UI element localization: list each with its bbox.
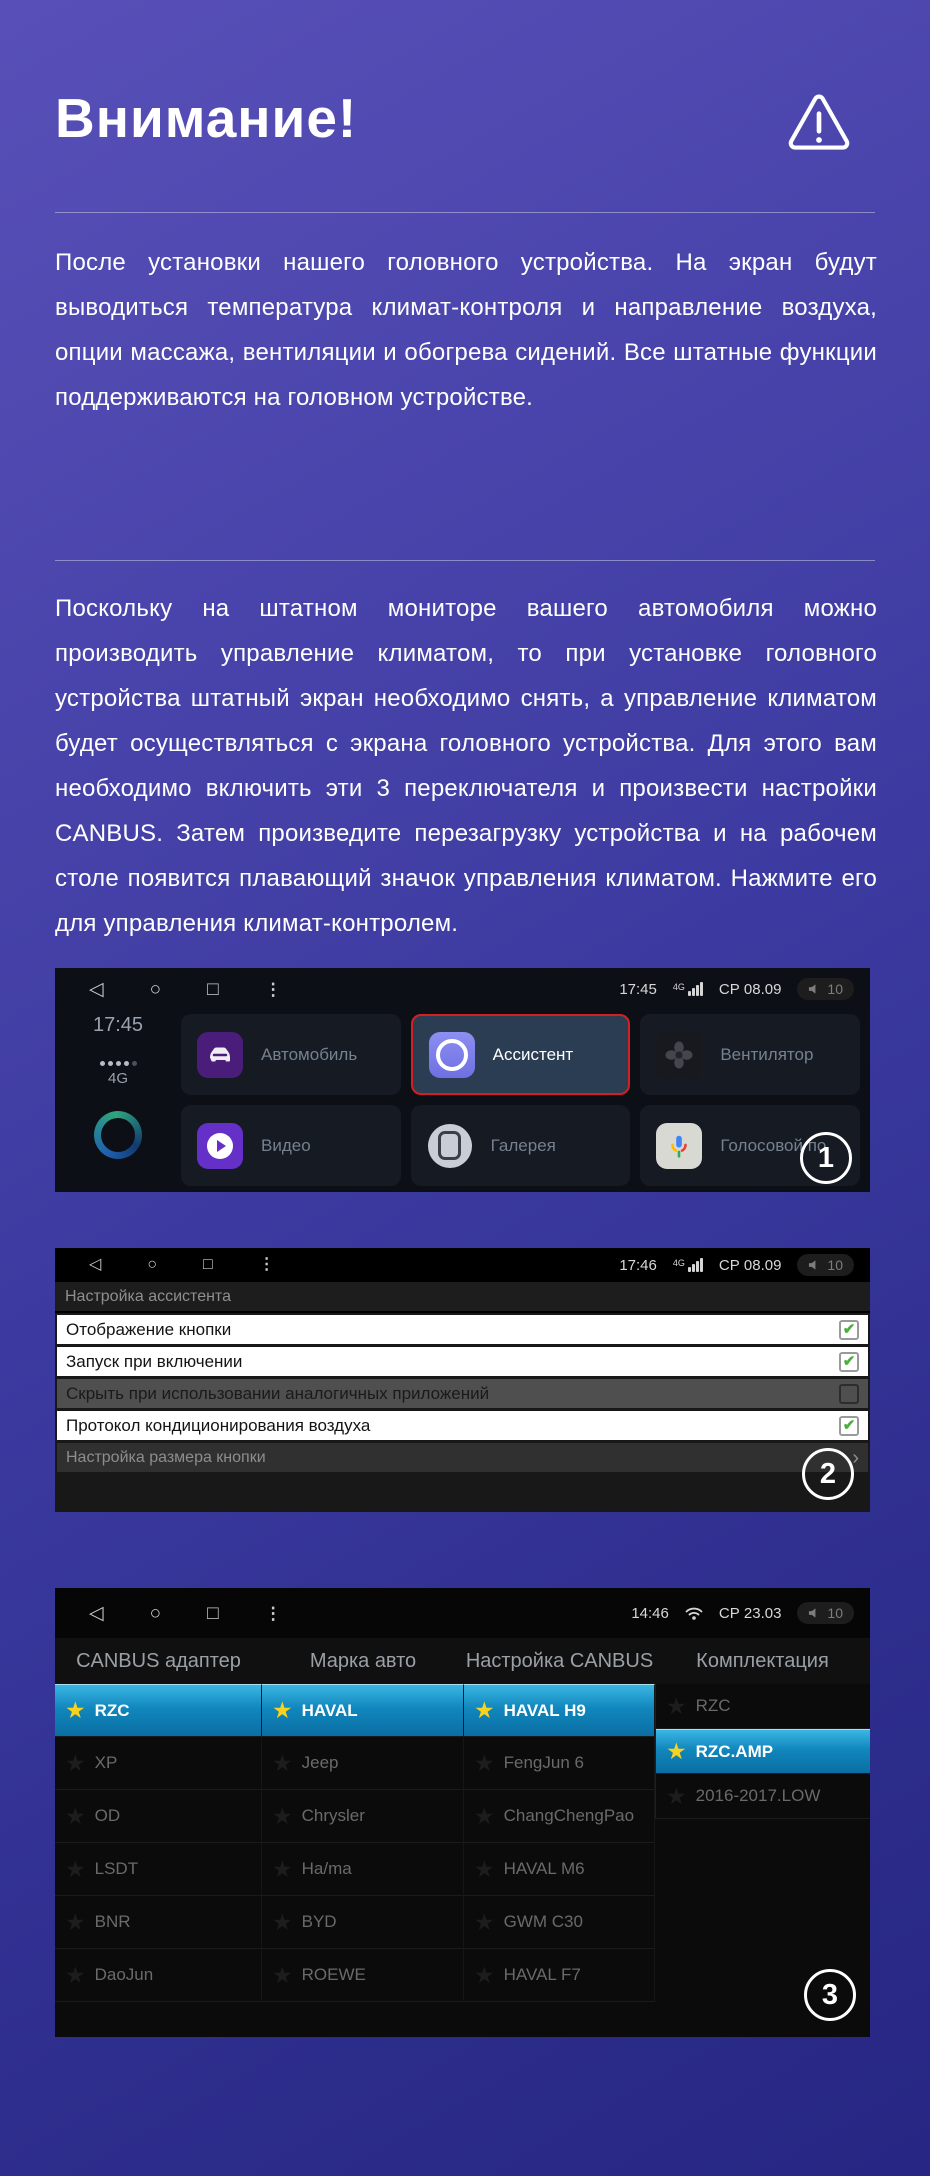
column-canbus-setting [464, 1684, 655, 2002]
cell-brand[interactable] [262, 1684, 464, 1737]
tile-label: Галерея [490, 1135, 556, 1155]
screenshot-launcher [55, 968, 870, 1192]
cell-label: HAVAL M6 [503, 1859, 585, 1878]
star-icon: ★ [666, 1782, 687, 1809]
cell-canbus-setting[interactable] [464, 1737, 655, 1790]
cell-adapter[interactable] [55, 1790, 262, 1843]
cell-label: BNR [94, 1912, 131, 1931]
back-icon[interactable]: ◁ [89, 978, 104, 1000]
star-icon: ★ [272, 1749, 293, 1776]
tile-label: Видео [261, 1135, 311, 1155]
wifi-icon [685, 1606, 703, 1621]
star-icon: ★ [474, 1749, 495, 1776]
cell-label: OD [94, 1806, 121, 1825]
step-badge-3: 3 [804, 1969, 856, 2021]
cell-adapter[interactable] [55, 1843, 262, 1896]
star-icon: ★ [65, 1802, 86, 1829]
android-navbar [55, 1248, 870, 1282]
overflow-menu-icon[interactable]: ⋮ [264, 1603, 282, 1623]
column-header-adapter: CANBUS адаптер [76, 1649, 241, 1672]
star-icon: ★ [666, 1692, 687, 1719]
setting-row-launch-on-start[interactable] [57, 1347, 868, 1376]
column-header-canbus-setting: Настройка CANBUS [465, 1649, 654, 1672]
gallery-icon [427, 1123, 473, 1169]
cell-label: HAVAL H9 [503, 1700, 586, 1720]
status-date: СР 23.03 [718, 1604, 782, 1622]
cell-label: FengJun 6 [503, 1753, 584, 1772]
setting-label: Протокол кондиционирования воздуха [66, 1415, 371, 1435]
setting-label: Запуск при включении [66, 1351, 243, 1371]
tile-label: Голосовой по [720, 1135, 827, 1155]
cell-trim[interactable] [656, 1774, 870, 1819]
tile-gallery[interactable] [411, 1105, 631, 1186]
star-icon: ★ [65, 1749, 86, 1776]
column-header-trim: Комплектация [696, 1649, 829, 1672]
sidebar-time: 17:45 [92, 1014, 144, 1036]
cell-adapter[interactable] [55, 1949, 262, 2002]
status-date: СР 08.09 [718, 980, 782, 998]
back-icon[interactable]: ◁ [89, 1602, 104, 1624]
fan-icon [656, 1032, 702, 1078]
home-icon[interactable]: ○ [147, 1256, 157, 1273]
cell-label: Ha/ma [301, 1859, 352, 1878]
cell-trim[interactable] [656, 1684, 870, 1729]
tile-fan[interactable] [640, 1014, 860, 1095]
cell-brand[interactable] [262, 1790, 464, 1843]
canbus-column-headers [55, 1638, 870, 1684]
star-icon: ★ [272, 1908, 293, 1935]
app-grid [181, 1014, 860, 1186]
tile-car[interactable] [181, 1014, 401, 1095]
paragraph-2: Поскольку на штатном мониторе вашего автомобиля можно производить управление климатом, то при установке головного устройства штатный экран необходимо снять, а управление климатом будет осуществляться с экрана головного устройства. Для этого вам необходимо включить эти 3 переключателя и произвести настройки CANBUS. Затем произведите перезагрузку устройства и на рабочем столе появится плавающий значок управления климатом. Нажмите его для управления климат-контролем. [55, 595, 877, 937]
home-icon[interactable]: ○ [149, 978, 162, 1000]
star-icon: ★ [272, 1697, 293, 1723]
cell-label: RZC.AMP [695, 1741, 774, 1761]
android-navbar [55, 1588, 870, 1638]
cell-label: RZC [695, 1696, 731, 1715]
checkbox-checked[interactable]: ✔ [839, 1352, 859, 1372]
tile-label: Автомобиль [261, 1044, 358, 1064]
cell-adapter[interactable] [55, 1896, 262, 1949]
star-icon: ★ [272, 1802, 293, 1829]
tile-video[interactable] [181, 1105, 401, 1186]
star-icon: ★ [474, 1961, 495, 1988]
cell-trim[interactable] [656, 1729, 870, 1774]
signal-dots-icon [100, 1061, 137, 1066]
star-icon: ★ [474, 1697, 495, 1723]
android-navbar [55, 968, 870, 1010]
cell-label: ROEWE [301, 1965, 366, 1984]
divider [55, 212, 875, 213]
setting-row-ac-protocol[interactable] [57, 1411, 868, 1440]
cell-label: RZC [94, 1700, 130, 1720]
network-type-label: 4G [672, 1258, 685, 1268]
cell-canbus-setting[interactable] [464, 1790, 655, 1843]
checkbox-checked[interactable]: ✔ [839, 1416, 859, 1436]
setting-label: Настройка размера кнопки [66, 1448, 266, 1466]
signal-icon [673, 1258, 703, 1272]
cell-brand[interactable] [262, 1896, 464, 1949]
setting-row-button-size[interactable] [57, 1443, 868, 1472]
recents-icon[interactable]: □ [207, 978, 219, 1000]
column-trim [655, 1684, 870, 1819]
cell-canbus-setting[interactable] [464, 1896, 655, 1949]
cell-brand[interactable] [262, 1737, 464, 1790]
step-badge-2: 2 [802, 1448, 854, 1500]
volume-level: 10 [827, 981, 843, 997]
column-adapter [55, 1684, 262, 2002]
sidebar-signal [100, 1061, 137, 1087]
volume-level: 10 [827, 1605, 843, 1621]
volume-indicator [797, 978, 854, 1000]
setting-label: Отображение кнопки [66, 1319, 232, 1339]
cell-label: 2016-2017.LOW [695, 1786, 821, 1805]
page-title: Внимание! [55, 87, 358, 149]
status-time: 17:45 [619, 980, 657, 998]
cell-label: HAVAL F7 [503, 1965, 581, 1984]
checkbox-checked[interactable]: ✔ [839, 1320, 859, 1340]
setting-row-show-button[interactable] [57, 1315, 868, 1344]
status-date: СР 08.09 [718, 1256, 782, 1274]
volume-indicator [797, 1254, 854, 1276]
column-header-brand: Марка авто [309, 1649, 417, 1672]
star-icon: ★ [666, 1738, 687, 1764]
settings-section-header: Настройка ассистента [55, 1282, 870, 1313]
back-icon[interactable]: ◁ [89, 1256, 102, 1273]
screenshot-assistant-settings [55, 1248, 870, 1512]
recents-icon[interactable]: □ [202, 1256, 213, 1273]
paragraph-1: После установки нашего головного устройства. На экран будут выводиться температура климат-контроля и направление воздуха, опции массажа, вентиляции и обогрева сидений. Все штатные функции поддерживаются на головном устройстве. [55, 249, 877, 411]
column-brand [262, 1684, 464, 2002]
tile-label: Вентилятор [720, 1044, 814, 1064]
tile-assistant-highlighted[interactable] [411, 1014, 631, 1095]
overflow-menu-icon[interactable]: ⋮ [264, 979, 282, 999]
star-icon: ★ [65, 1908, 86, 1935]
cell-canbus-setting[interactable] [464, 1684, 655, 1737]
home-icon[interactable]: ○ [149, 1602, 162, 1624]
cell-canbus-setting[interactable] [464, 1843, 655, 1896]
screenshot-canbus-settings [55, 1588, 870, 2037]
cell-canbus-setting[interactable] [464, 1949, 655, 2002]
star-icon: ★ [474, 1802, 495, 1829]
star-icon: ★ [272, 1961, 293, 1988]
signal-icon [673, 982, 703, 996]
cell-brand[interactable] [262, 1949, 464, 2002]
step-badge-1: 1 [800, 1132, 852, 1184]
cell-label: XP [94, 1753, 118, 1772]
cell-label: HAVAL [301, 1700, 358, 1720]
tile-label: Ассистент [492, 1044, 574, 1064]
video-icon [197, 1123, 243, 1169]
cell-label: LSDT [94, 1859, 139, 1878]
cell-label: Jeep [301, 1753, 339, 1772]
volume-level: 10 [827, 1257, 843, 1273]
chevron-right-icon: › [852, 1446, 859, 1469]
microphone-icon [656, 1123, 702, 1169]
warning-icon [786, 92, 852, 154]
setting-row-hide-on-similar-apps[interactable] [57, 1379, 868, 1408]
voice-assistant-ring-icon[interactable] [94, 1111, 142, 1159]
status-time: 14:46 [631, 1604, 669, 1622]
cell-label: ChangChengPao [503, 1806, 635, 1825]
speaker-icon [808, 1607, 821, 1619]
recents-icon[interactable]: □ [207, 1602, 219, 1624]
divider [55, 560, 875, 561]
speaker-icon [808, 1259, 821, 1271]
star-icon: ★ [65, 1855, 86, 1882]
cell-label: Chrysler [301, 1806, 365, 1825]
car-icon [197, 1032, 243, 1078]
star-icon: ★ [272, 1855, 293, 1882]
star-icon: ★ [474, 1908, 495, 1935]
cell-brand[interactable] [262, 1843, 464, 1896]
star-icon: ★ [65, 1961, 86, 1988]
checkbox-unchecked[interactable] [839, 1384, 859, 1404]
star-icon: ★ [474, 1855, 495, 1882]
cell-label: GWM C30 [503, 1912, 583, 1931]
cell-adapter[interactable] [55, 1684, 262, 1737]
settings-list [55, 1313, 870, 1472]
network-type-label: 4G [672, 982, 685, 992]
star-icon: ★ [65, 1697, 86, 1723]
cell-label: BYD [301, 1912, 337, 1931]
cell-label: DaoJun [94, 1965, 154, 1984]
overflow-menu-icon[interactable]: ⋮ [258, 1256, 275, 1273]
canbus-table [55, 1684, 870, 2037]
sidebar-network-label: 4G [107, 1070, 128, 1087]
cell-adapter[interactable] [55, 1737, 262, 1790]
status-time: 17:46 [619, 1256, 657, 1274]
volume-indicator [797, 1602, 854, 1624]
speaker-icon [808, 983, 821, 995]
assistant-icon [429, 1032, 475, 1078]
launcher-sidebar [55, 1010, 181, 1192]
setting-label: Скрыть при использовании аналогичных приложений [66, 1383, 490, 1403]
